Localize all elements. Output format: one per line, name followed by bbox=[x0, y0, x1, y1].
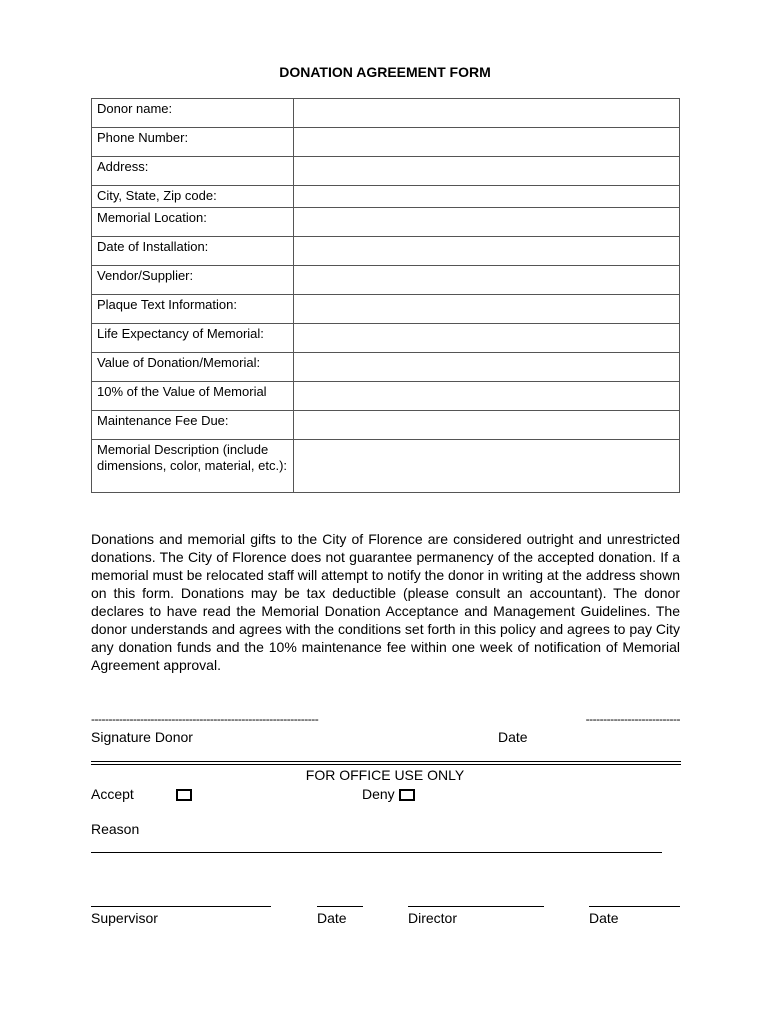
field-label: 10% of the Value of Memorial bbox=[92, 382, 294, 411]
field-label: Memorial Description (include dimensions, color, material, etc.): bbox=[92, 440, 294, 493]
field-value[interactable] bbox=[294, 208, 680, 237]
field-label: City, State, Zip code: bbox=[92, 186, 294, 208]
form-row bbox=[92, 157, 680, 186]
supervisor-date-line[interactable] bbox=[317, 906, 363, 907]
reason-line[interactable] bbox=[91, 852, 662, 853]
director-date-line[interactable] bbox=[589, 906, 680, 907]
director-line[interactable] bbox=[408, 906, 544, 907]
page-title: DONATION AGREEMENT FORM bbox=[279, 64, 491, 80]
director-date-label: Date bbox=[589, 910, 619, 926]
form-row bbox=[92, 237, 680, 266]
field-label: Date of Installation: bbox=[92, 237, 294, 266]
form-row bbox=[92, 440, 680, 493]
supervisor-label: Supervisor bbox=[91, 910, 158, 926]
donor-info-table bbox=[91, 98, 680, 493]
form-row bbox=[92, 128, 680, 157]
deny-checkbox[interactable] bbox=[399, 789, 415, 801]
field-label: Maintenance Fee Due: bbox=[92, 411, 294, 440]
form-row bbox=[92, 324, 680, 353]
date-dash-line: --------------------------- bbox=[585, 712, 680, 726]
field-value[interactable] bbox=[294, 99, 680, 128]
field-label: Life Expectancy of Memorial: bbox=[92, 324, 294, 353]
form-row bbox=[92, 266, 680, 295]
accept-label: Accept bbox=[91, 786, 134, 802]
field-value[interactable] bbox=[294, 411, 680, 440]
form-row bbox=[92, 382, 680, 411]
field-value[interactable] bbox=[294, 295, 680, 324]
form-row bbox=[92, 411, 680, 440]
office-divider bbox=[91, 761, 681, 765]
office-use-heading: FOR OFFICE USE ONLY bbox=[305, 767, 465, 783]
field-value[interactable] bbox=[294, 353, 680, 382]
field-value[interactable] bbox=[294, 157, 680, 186]
accept-checkbox[interactable] bbox=[176, 789, 192, 801]
supervisor-line[interactable] bbox=[91, 906, 271, 907]
form-row bbox=[92, 99, 680, 128]
field-label: Vendor/Supplier: bbox=[92, 266, 294, 295]
form-row bbox=[92, 186, 680, 208]
field-label: Phone Number: bbox=[92, 128, 294, 157]
field-label: Plaque Text Information: bbox=[92, 295, 294, 324]
field-value[interactable] bbox=[294, 324, 680, 353]
field-value[interactable] bbox=[294, 440, 680, 493]
field-value[interactable] bbox=[294, 186, 680, 208]
field-value[interactable] bbox=[294, 128, 680, 157]
field-label: Memorial Location: bbox=[92, 208, 294, 237]
terms-paragraph: Donations and memorial gifts to the City of Florence are considered outright and unrestricted donations. The City of Florence does not guarantee permanency of the accepted donation. If a memorial must be relocated staff will attempt to notify the donor in writing at the address shown on this form. Donations may be tax deductible (please consult an accountant). The donor declares to have read the Memorial Donation Acceptance and Management Guidelines. The donor understands and agrees with the conditions set forth in this policy and agrees to pay City any donation funds and the 10% maintenance fee within one week of notification of Memorial Agreement approval. bbox=[91, 531, 680, 673]
field-label: Address: bbox=[92, 157, 294, 186]
reason-label: Reason bbox=[91, 821, 140, 837]
field-value[interactable] bbox=[294, 266, 680, 295]
director-label: Director bbox=[408, 910, 458, 926]
field-value[interactable] bbox=[294, 382, 680, 411]
field-label: Value of Donation/Memorial: bbox=[92, 353, 294, 382]
signature-date-label: Date bbox=[498, 729, 528, 745]
supervisor-date-label: Date bbox=[317, 910, 347, 926]
form-row bbox=[92, 353, 680, 382]
form-row bbox=[92, 295, 680, 324]
form-row bbox=[92, 208, 680, 237]
signature-donor-label: Signature Donor bbox=[91, 729, 193, 745]
signature-dash-line: ----------------------------------------------------------------- bbox=[91, 712, 319, 726]
field-label: Donor name: bbox=[92, 99, 294, 128]
deny-label: Deny bbox=[362, 786, 395, 802]
field-value[interactable] bbox=[294, 237, 680, 266]
